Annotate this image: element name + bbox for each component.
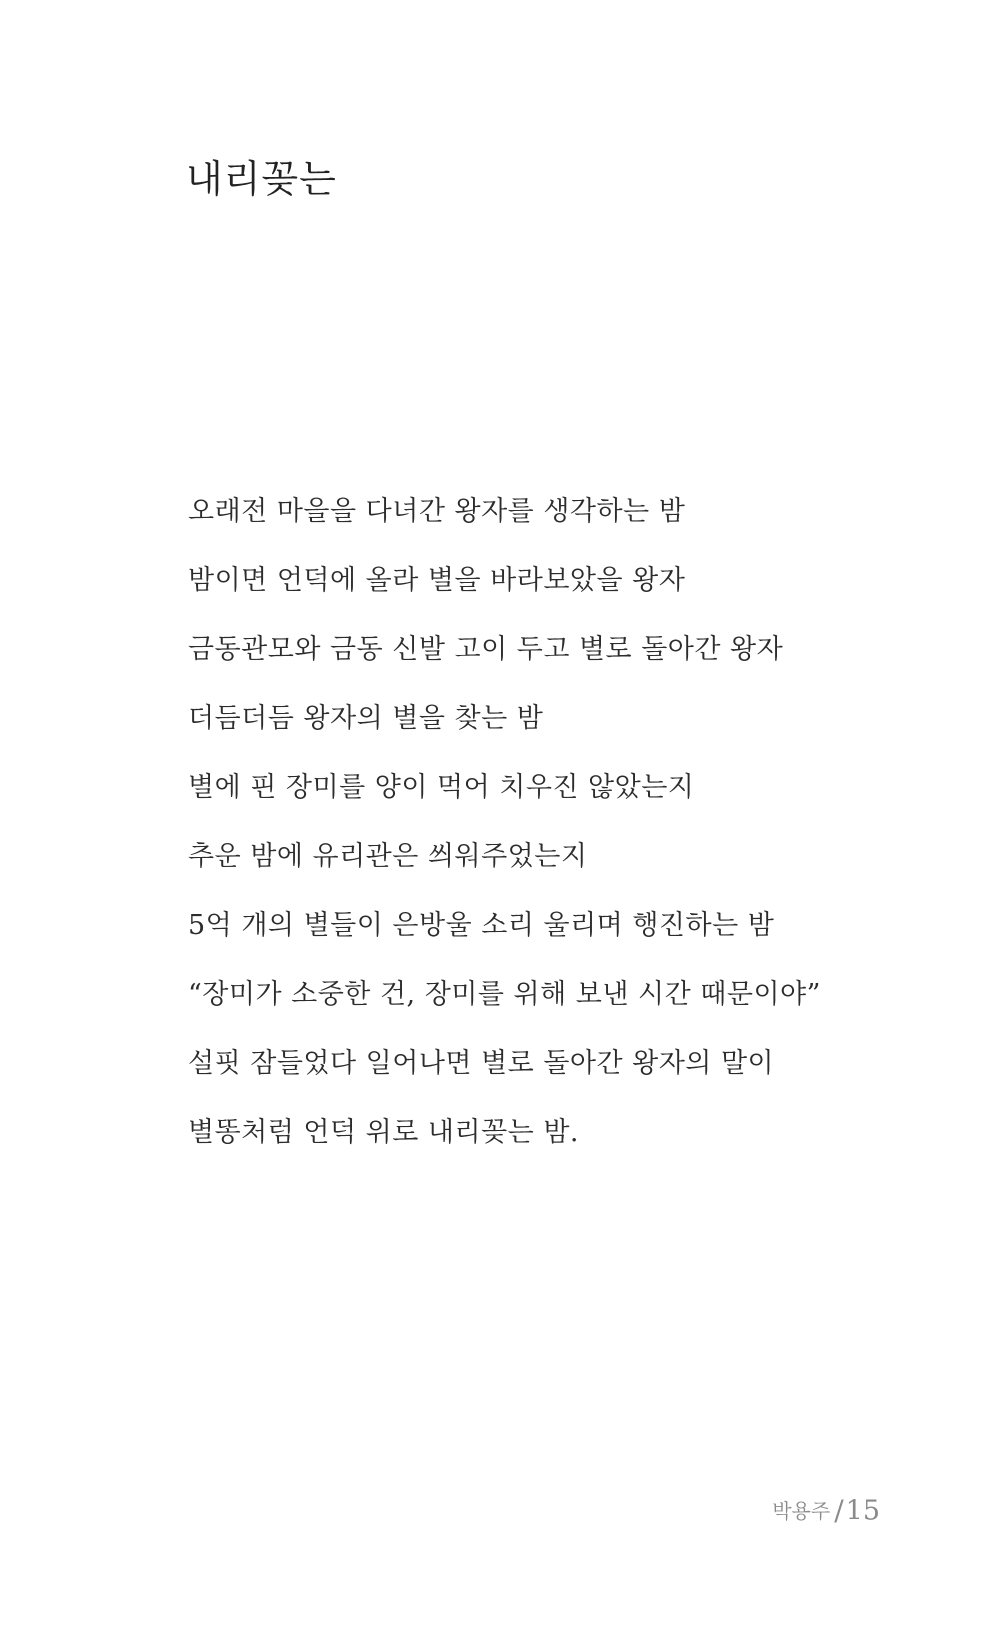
- page-number: 15: [845, 1495, 880, 1527]
- poem-line: 별에 핀 장미를 양이 먹어 치우진 않았는지: [188, 772, 695, 803]
- page-footer: [772, 1494, 880, 1527]
- poem-body: [188, 496, 821, 1186]
- poem-line: 밤이면 언덕에 올라 별을 바라보았을 왕자: [188, 565, 686, 596]
- poem-line: 더듬더듬 왕자의 별을 찾는 밤: [188, 703, 544, 734]
- poem-line: 금동관모와 금동 신발 고이 두고 별로 돌아간 왕자: [188, 634, 784, 665]
- poem-line: 별똥처럼 언덕 위로 내리꽂는 밤.: [188, 1117, 579, 1148]
- poem-line: “장미가 소중한 건, 장미를 위해 보낸 시간 때문이야”: [188, 979, 821, 1010]
- author-name: 박용주: [772, 1499, 831, 1523]
- folio-separator: /: [834, 1494, 844, 1527]
- poem-line: 설핏 잠들었다 일어나면 별로 돌아간 왕자의 말이: [188, 1048, 775, 1079]
- poem-line: 추운 밤에 유리관은 씌워주었는지: [188, 841, 588, 872]
- poem-line: 오래전 마을을 다녀간 왕자를 생각하는 밤: [188, 496, 686, 527]
- poem-line: 5억 개의 별들이 은방울 소리 울리며 행진하는 밤: [188, 910, 775, 941]
- poem-title: 내리꽂는: [186, 157, 337, 201]
